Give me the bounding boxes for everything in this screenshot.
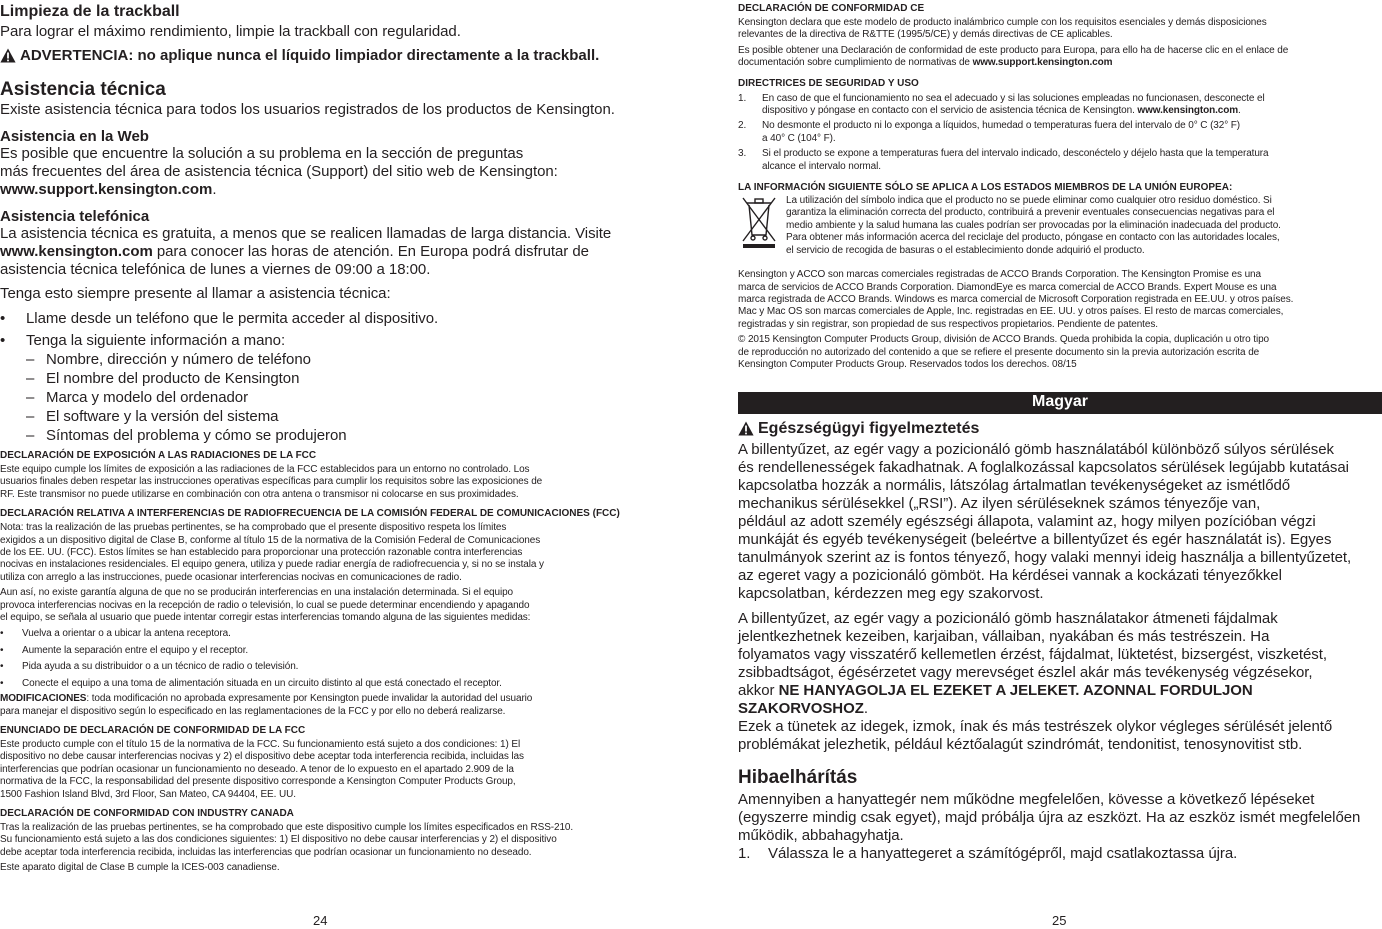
fcc-rf-title: DECLARACIÓN RELATIVA A INTERFERENCIAS DE RADIOFRECUENCIA DE LA COMISIÓN FEDERAL DE COMUNICACIONES (FCC): [0, 508, 620, 520]
list-item: 1. Válassza le a hanyattegeret a számítógépről, majd csatlakoztassa újra.: [738, 845, 1238, 863]
canada-title: DECLARACIÓN DE CONFORMIDAD CON INDUSTRY CANADA: [0, 807, 294, 819]
list-item: • Vuelva a orientar o a ubicar la antena receptora.: [0, 628, 231, 640]
weee-block: La utilización del símbolo indica que el producto no se puede eliminar como cualquier otro residuo doméstico. Si garantiza la eliminación correcta del producto, contribuirá a prevenir eventuales consecuencias negativas para el medio ambiente y la salud humana las cuales podrían ser provocadas por la eliminación inadecuada del producto. Para obtener más información acerca del reciclaje del producto, póngase en contacto con las autoridades locales, el servicio de recogida de basuras o el establecimiento donde adquirió el producto.: [738, 195, 1382, 257]
remember-text: Tenga esto siempre presente al llamar a asistencia técnica:: [0, 285, 391, 302]
trouble-paragraph: Amennyiben a hanyattegér nem működne megfelelően, kövesse a következő lépéseket (egyszerre mindig csak egyet), majd próbálja újra az eszközt. Ha az eszköz ismét megfelelően működik, abbahagyhatja.: [738, 791, 1361, 845]
list-item: 3. Si el producto se expone a temperaturas fuera del intervalo indicado, desconéctelo y déjelo hasta que la temperatura alcance el intervalo normal.: [738, 148, 1269, 172]
list-item: • Aumente la separación entre el equipo y el receptor.: [0, 644, 249, 656]
fcc-conformity-title: ENUNCIADO DE DECLARACIÓN DE CONFORMIDAD DE LA FCC: [0, 724, 306, 736]
crossed-out-bin-icon: [740, 195, 778, 249]
support-url-link[interactable]: www.support.kensington.com: [972, 57, 1113, 69]
health-title: Egészségügyi figyelmeztetés: [738, 419, 1382, 438]
language-band: Magyar: [738, 392, 1382, 414]
list-item: – Marca y modelo del ordenador: [26, 389, 249, 406]
trouble-title: Hibaelhárítás: [738, 767, 858, 789]
support-text: Existe asistencia técnica para todos los usuarios registrados de los productos de Kensington.: [0, 101, 615, 118]
health-paragraph-2: A billentyűzet, az egér vagy a pozicionáló gömb használatakor átmeneti fájdalmak jelentkezhetnek kezeiben, karjaiban, vállaiban, nyakában és más testrészein. Ha folyamatos vagy visszatérő kellemetlen érzést, fájdalmat, lüktetést, bizsergést, viszketést, zsibbadtságot, égésérzetet vagy merevséget észlel akár más tevékenység végzésekor, akkor NE HANYAGOLJA EL EZEKET A JELEKET. AZONNAL FORDULJON SZAKORVOSHOZ. Ezek a tünetek az idegek, izmok, ínak és más testrészek olykor végleges sérülését jelentő problémákat jelezhetik, például kéztőalagút szindrómát, tendonitist, tenosynovitist stb.: [738, 610, 1333, 754]
kensington-url-link[interactable]: www.kensington.com: [0, 243, 153, 260]
support-url-link[interactable]: www.support.kensington.com: [0, 181, 213, 198]
list-item: 1. En caso de que el funcionamiento no sea el adecuado y si las soluciones empleadas no funcionasen, desconecte el dispositivo y póngase en contacto con el servicio de asistencia técnica de Kensington. www.kensington.com.: [738, 92, 1265, 117]
trackball-title: Limpieza de la trackball: [0, 3, 180, 20]
trackball-text: Para lograr el máximo rendimiento, limpie la trackball con regularidad.: [0, 23, 461, 40]
eu-title: LA INFORMACIÓN SIGUIENTE SÓLO SE APLICA A LOS ESTADOS MIEMBROS DE LA UNIÓN EUROPEA:: [738, 182, 1233, 194]
page-number-left: 24: [313, 913, 328, 928]
list-item: • Llame desde un teléfono que le permita acceder al dispositivo.: [0, 310, 439, 327]
phone-support-title: Asistencia telefónica: [0, 208, 150, 225]
page-24: Limpieza de la trackball Para lograr el máximo rendimiento, limpie la trackball con regularidad. ADVERTENCIA: no aplique nunca el líquido limpiador directamente a la trackball. Asistencia técnica Existe asistencia técnica para todos los usuarios registrados de los productos de Kensington. Asistencia en la Web Es posible que encuentre la solución a su problema en la sección de preguntas más frecuentes del área de asistencia técnica (Support) del sitio web de Kensington: www.support.kensington.com. Asistencia telefónica La asistencia técnica es gratuita, a menos que se realicen llamadas de larga distancia. Visite www.kensington.com para conocer las horas de atención. En Europa podrá disfrutar de asistencia técnica telefónica de lunes a viernes de 09:00 a 18:00. Tenga esto siempre presente al llamar a asistencia técnica: • Llame desde un teléfono que le permita acceder al dispositivo. • Tenga la siguiente información a mano: – Nombre, dirección y número de teléfono – El nombre del producto de Kensington – Marca y modelo del ordenador – El software y la versión del sistema – Síntomas del problema y cómo se produjeron DECLARACIÓN DE EXPOSICIÓN A LAS RADIACIONES DE LA FCC Este equipo cumple los límites de exposición a las radiaciones de la FCC establecidos para un entorno no controlado. Los usuarios finales deben respetar las instrucciones operativas específicas para cumplir los requisitos sobre las exposiciones de RF. Este transmisor no puede utilizarse en combinación con otra antena o transmisor ni colocarse en sus proximidades. DECLARACIÓN RELATIVA A INTERFERENCIAS DE RADIOFRECUENCIA DE LA COMISIÓN FEDERAL DE COMUNICACIONES (FCC) Nota: tras la realización de las pruebas pertinentes, se ha comprobado que el presente dispositivo respeta los límites exigidos a un dispositivo digital de Clase B, conforme al título 15 de la normativa de la Comisión Federal de Comunicaciones de los EE. UU. (FCC). Estos límites se han establecido para proporcionar una protección razonable contra interferencias nocivas en instalaciones residenciales. El equipo genera, utiliza y puede radiar energía de radiofrecuencia y, si no se instala y utiliza con arreglo a las instrucciones, puede ocasionar interferencias nocivas en comunicaciones de radio. Aun así, no existe garantía alguna de que no se producirán interferencias en una instalación determinada. Si el equipo provoca interferencias nocivas en la recepción de radio o televisión, lo cual se puede determinar encendiendo y apagando el equipo, se señala al usuario que puede intentar corregir estas interferencias tomando alguna de las siguientes medidas: • Vuelva a orientar o a ubicar la antena receptora. • Aumente la separación entre el equipo y el receptor. • Pida ayuda a su distribuidor o a un técnico de radio o televisión. • Conecte el equipo a una toma de alimentación situada en un circuito distinto al que está conectado el receptor. MODIFICACIONES: toda modificación no aprobada expresamente por Kensington puede invalidar la autoridad del usuario para manejar el dispositivo según lo especificado en las reglamentaciones de la FCC y por ello no deberá realizarse. ENUNCIADO DE DECLARACIÓN DE CONFORMIDAD DE LA FCC Este producto cumple con el título 15 de la normativa de la FCC. Su funcionamiento está sujeto a dos condiciones: 1) El dispositivo no debe causar interferencias nocivas y 2) el dispositivo debe aceptar toda interferencia recibida, incluidas las interferencias que podrían ocasionar un funcionamiento no deseado. A tenor de lo expuesto en el apartado 2.909 de la normativa de la FCC, la responsabilidad del presente dispositivo corresponde a Kensington Computer Products Group, 1500 Fashion Island Blvd, 3rd Floor, San Mateo, CA 94404, EE. UU. DECLARACIÓN DE CONFORMIDAD CON INDUSTRY CANADA Tras la realización de las pruebas pertinentes, se ha comprobado que este dispositivo cumple los límites especificados en RSS-210. Su funcionamiento está sujeto a las dos condiciones siguientes: 1) El dispositivo no debe causar interferencias y 2) el dispositivo debe aceptar toda interferencia recibida, incluidas las interferencias que podrían ocasionar un funcionamiento no deseado. Este aparato digital de Clase B cumple la ICES-003 canadiense.: [0, 0, 650, 875]
page-25: DECLARACIÓN DE CONFORMIDAD CE Kensington declara que este modelo de producto inalámbrico cumple con los requisitos esenciales y demás disposiciones relevantes de la directiva de R&TTE (1995/5/CE) y demás directivas de CE aplicables. Es posible obtener una Declaración de conformidad de este producto para Europa, para ello ha de hacerse clic en el enlace de documentación sobre cumplimiento de normativas de www.support.kensington.com DIRECTRICES DE SEGURIDAD Y USO 1. En caso de que el funcionamiento no sea el adecuado y si las soluciones empleadas no funcionasen, desconecte el dispositivo y póngase en contacto con el servicio de asistencia técnica de Kensington. www.kensington.com. 2. No desmonte el producto ni lo exponga a líquidos, humedad o temperaturas fuera del intervalo de 0° C (32° F) a 40° C (104° F). 3. Si el producto se expone a temperaturas fuera del intervalo indicado, desconéctelo y déjelo hasta que la temperatura alcance el intervalo normal. LA INFORMACIÓN SIGUIENTE SÓLO SE APLICA A LOS ESTADOS MIEMBROS DE LA UNIÓN EUROPEA: La utilización del símbolo indica que el producto no se puede eliminar como cualquier otro residuo doméstico. Si garantiza la eliminación correcta del producto, contribuirá a prevenir eventuales consecuencias negativas para el medio ambiente y la salud humana las cuales podrían ser provocadas por la eliminación inadecuada del producto. Para obtener más información acerca del reciclaje del producto, póngase en contacto con las autoridades locales, el servicio de recogida de basuras o el establecimiento donde adquirió el producto. Kensington y ACCO son marcas comerciales registradas de ACCO Brands Corporation. The Kensington Promise es una marca de servicios de ACCO Brands Corporation. DiamondEye es marca comercial de ACCO Brands. Expert Mouse es una marca registrada de ACCO Brands. Windows es marca comercial de Microsoft Corporation registrada en EE.UU. y otros países. Mac y Mac OS son marcas comerciales de Apple, Inc. registradas en EE. UU. y otros países. El resto de marcas comerciales, registradas y sin registrar, son propiedad de sus respectivos propietarios. Pendiente de patentes. © 2015 Kensington Computer Products Group, división de ACCO Brands. Queda prohibida la copia, duplicación u otro tipo de reproducción no autorizado del contenido a que se refiere el presente documento sin la previa autorización escrita de Kensington Computer Products Group. Reservados todos los derechos. 08/15 Magyar Egészségügyi figyelmeztetés A billentyűzet, az egér vagy a pozicionáló gömb használatából különböző súlyos sérülések és rendellenességek fakadhatnak. A foglalkozással kapcsolatos sérülések legújabb kutatásai kapcsolatba hozzák a normális, látszólag ártalmatlan tevékenységeket az ismétlődő mechanikus sérülésekkel („RSI”). Az ilyen sérüléseknek számos tényezője van, például az adott személy egészségi állapota, valamint az, hogy milyen pozícióban végzi munkáját és egyéb tevékenységeit (beleértve a billentyűzet és egér használatát is). Egyes tanulmányok szerint az is fontos tényező, hogy valaki mennyi ideig használja a billentyűzetet, az egeret vagy a pozicionáló gömböt. Ha kérdései vannak a kockázati tényezőkkel kapcsolatban, kérdezzen meg egy szakorvost. A billentyűzet, az egér vagy a pozicionáló gömb használatakor átmeneti fájdalmak jelentkezhetnek kezeiben, karjaiban, vállaiban, nyakában és más testrészein. Ha folyamatos vagy visszatérő kellemetlen érzést, fájdalmat, lüktetést, bizsergést, viszketést, zsibbadtságot, égésérzetet vagy merevséget észlel akár más tevékenység végzésekor, akkor NE HANYAGOLJA EL EZEKET A JELEKET. AZONNAL FORDULJON SZAKORVOSHOZ. Ezek a tünetek az idegek, izmok, ínak és más testrészek olykor végleges sérülését jelentő problémákat jelezhetik, például kéztőalagút szindrómát, tendonitist, tenosynovitist stb. Hibaelhárítás Amennyiben a hanyattegér nem működne megfelelően, kövesse a következő lépéseket (egyszerre mindig csak egyet), majd próbálja újra az eszközt. Ha az eszköz ismét megfelelően működik, abbahagyhatja. 1. Válassza le a hanyattegeret a számítógépről, majd csatlakoztassa újra.: [738, 0, 1382, 863]
warning-icon: [738, 421, 754, 436]
fcc-exposure-title: DECLARACIÓN DE EXPOSICIÓN A LAS RADIACIONES DE LA FCC: [0, 450, 317, 461]
ce-title: DECLARACIÓN DE CONFORMIDAD CE: [738, 3, 925, 14]
trackball-warning: ADVERTENCIA: no aplique nunca el líquido limpiador directamente a la trackball.: [0, 47, 650, 64]
safety-title: DIRECTRICES DE SEGURIDAD Y USO: [738, 77, 919, 89]
web-support-title: Asistencia en la Web: [0, 128, 149, 145]
list-item: • Pida ayuda a su distribuidor o a un técnico de radio o televisión.: [0, 661, 299, 673]
list-item: – Síntomas del problema y cómo se produjeron: [26, 427, 347, 444]
trademarks: Kensington y ACCO son marcas comerciales registradas de ACCO Brands Corporation. The Kensington Promise es una marca de servicios de ACCO Brands Corporation. DiamondEye es marca comercial de ACCO Brands. Expert Mouse es una marca registrada de ACCO Brands. Windows es marca comercial de Microsoft Corporation registrada en EE.UU. y otros países. Mac y Mac OS son marcas comerciales de Apple, Inc. registradas en EE. UU. y otros países. El resto de marcas comerciales, registradas y sin registrar, son propiedad de sus respectivos propietarios. Pendiente de patentes. © 2015 Kensington Computer Products Group, división de ACCO Brands. Queda prohibida la copia, duplicación u otro tipo de reproducción no autorizado del contenido a que se refiere el presente documento sin la previa autorización escrita de Kensington Computer Products Group. Reservados todos los derechos. 08/15: [738, 269, 1294, 370]
list-item: 2. No desmonte el producto ni lo exponga a líquidos, humedad o temperaturas fuera del intervalo de 0° C (32° F) a 40° C (104° F).: [738, 120, 1241, 144]
list-item: – Nombre, dirección y número de teléfono: [26, 351, 311, 368]
list-item: – El nombre del producto de Kensington: [26, 370, 300, 387]
list-item: – El software y la versión del sistema: [26, 408, 279, 425]
page-number-right: 25: [1052, 913, 1067, 928]
kensington-url-link[interactable]: www.kensington.com: [1137, 105, 1239, 117]
list-item: • Conecte el equipo a una toma de alimentación situada en un circuito distinto al que está conectado el receptor.: [0, 677, 502, 689]
list-item: • Tenga la siguiente información a mano:: [0, 332, 286, 349]
warning-icon: [0, 48, 16, 63]
support-title: Asistencia técnica: [0, 79, 166, 100]
health-paragraph-1: A billentyűzet, az egér vagy a pozicionáló gömb használatából különböző súlyos sérülések és rendellenességek fakadhatnak. A foglalkozással kapcsolatos sérülések legújabb kutatásai kapcsolatba hozzák a normális, látszólag ártalmatlan tevékenységeket az ismétlődő mechanikus sérülésekkel („RSI”). Az ilyen sérüléseknek számos tényezője van, például az adott személy egészségi állapota, valamint az, hogy milyen pozícióban végzi munkáját és egyéb tevékenységeit (beleértve a billentyűzet és egér használatát is). Egyes tanulmányok szerint az is fontos tényező, hogy valaki mennyi ideig használja a billentyűzetet, az egeret vagy a pozicionáló gömböt. Ha kérdései vannak a kockázati tényezőkkel kapcsolatban, kérdezzen meg egy szakorvost.: [738, 441, 1352, 603]
